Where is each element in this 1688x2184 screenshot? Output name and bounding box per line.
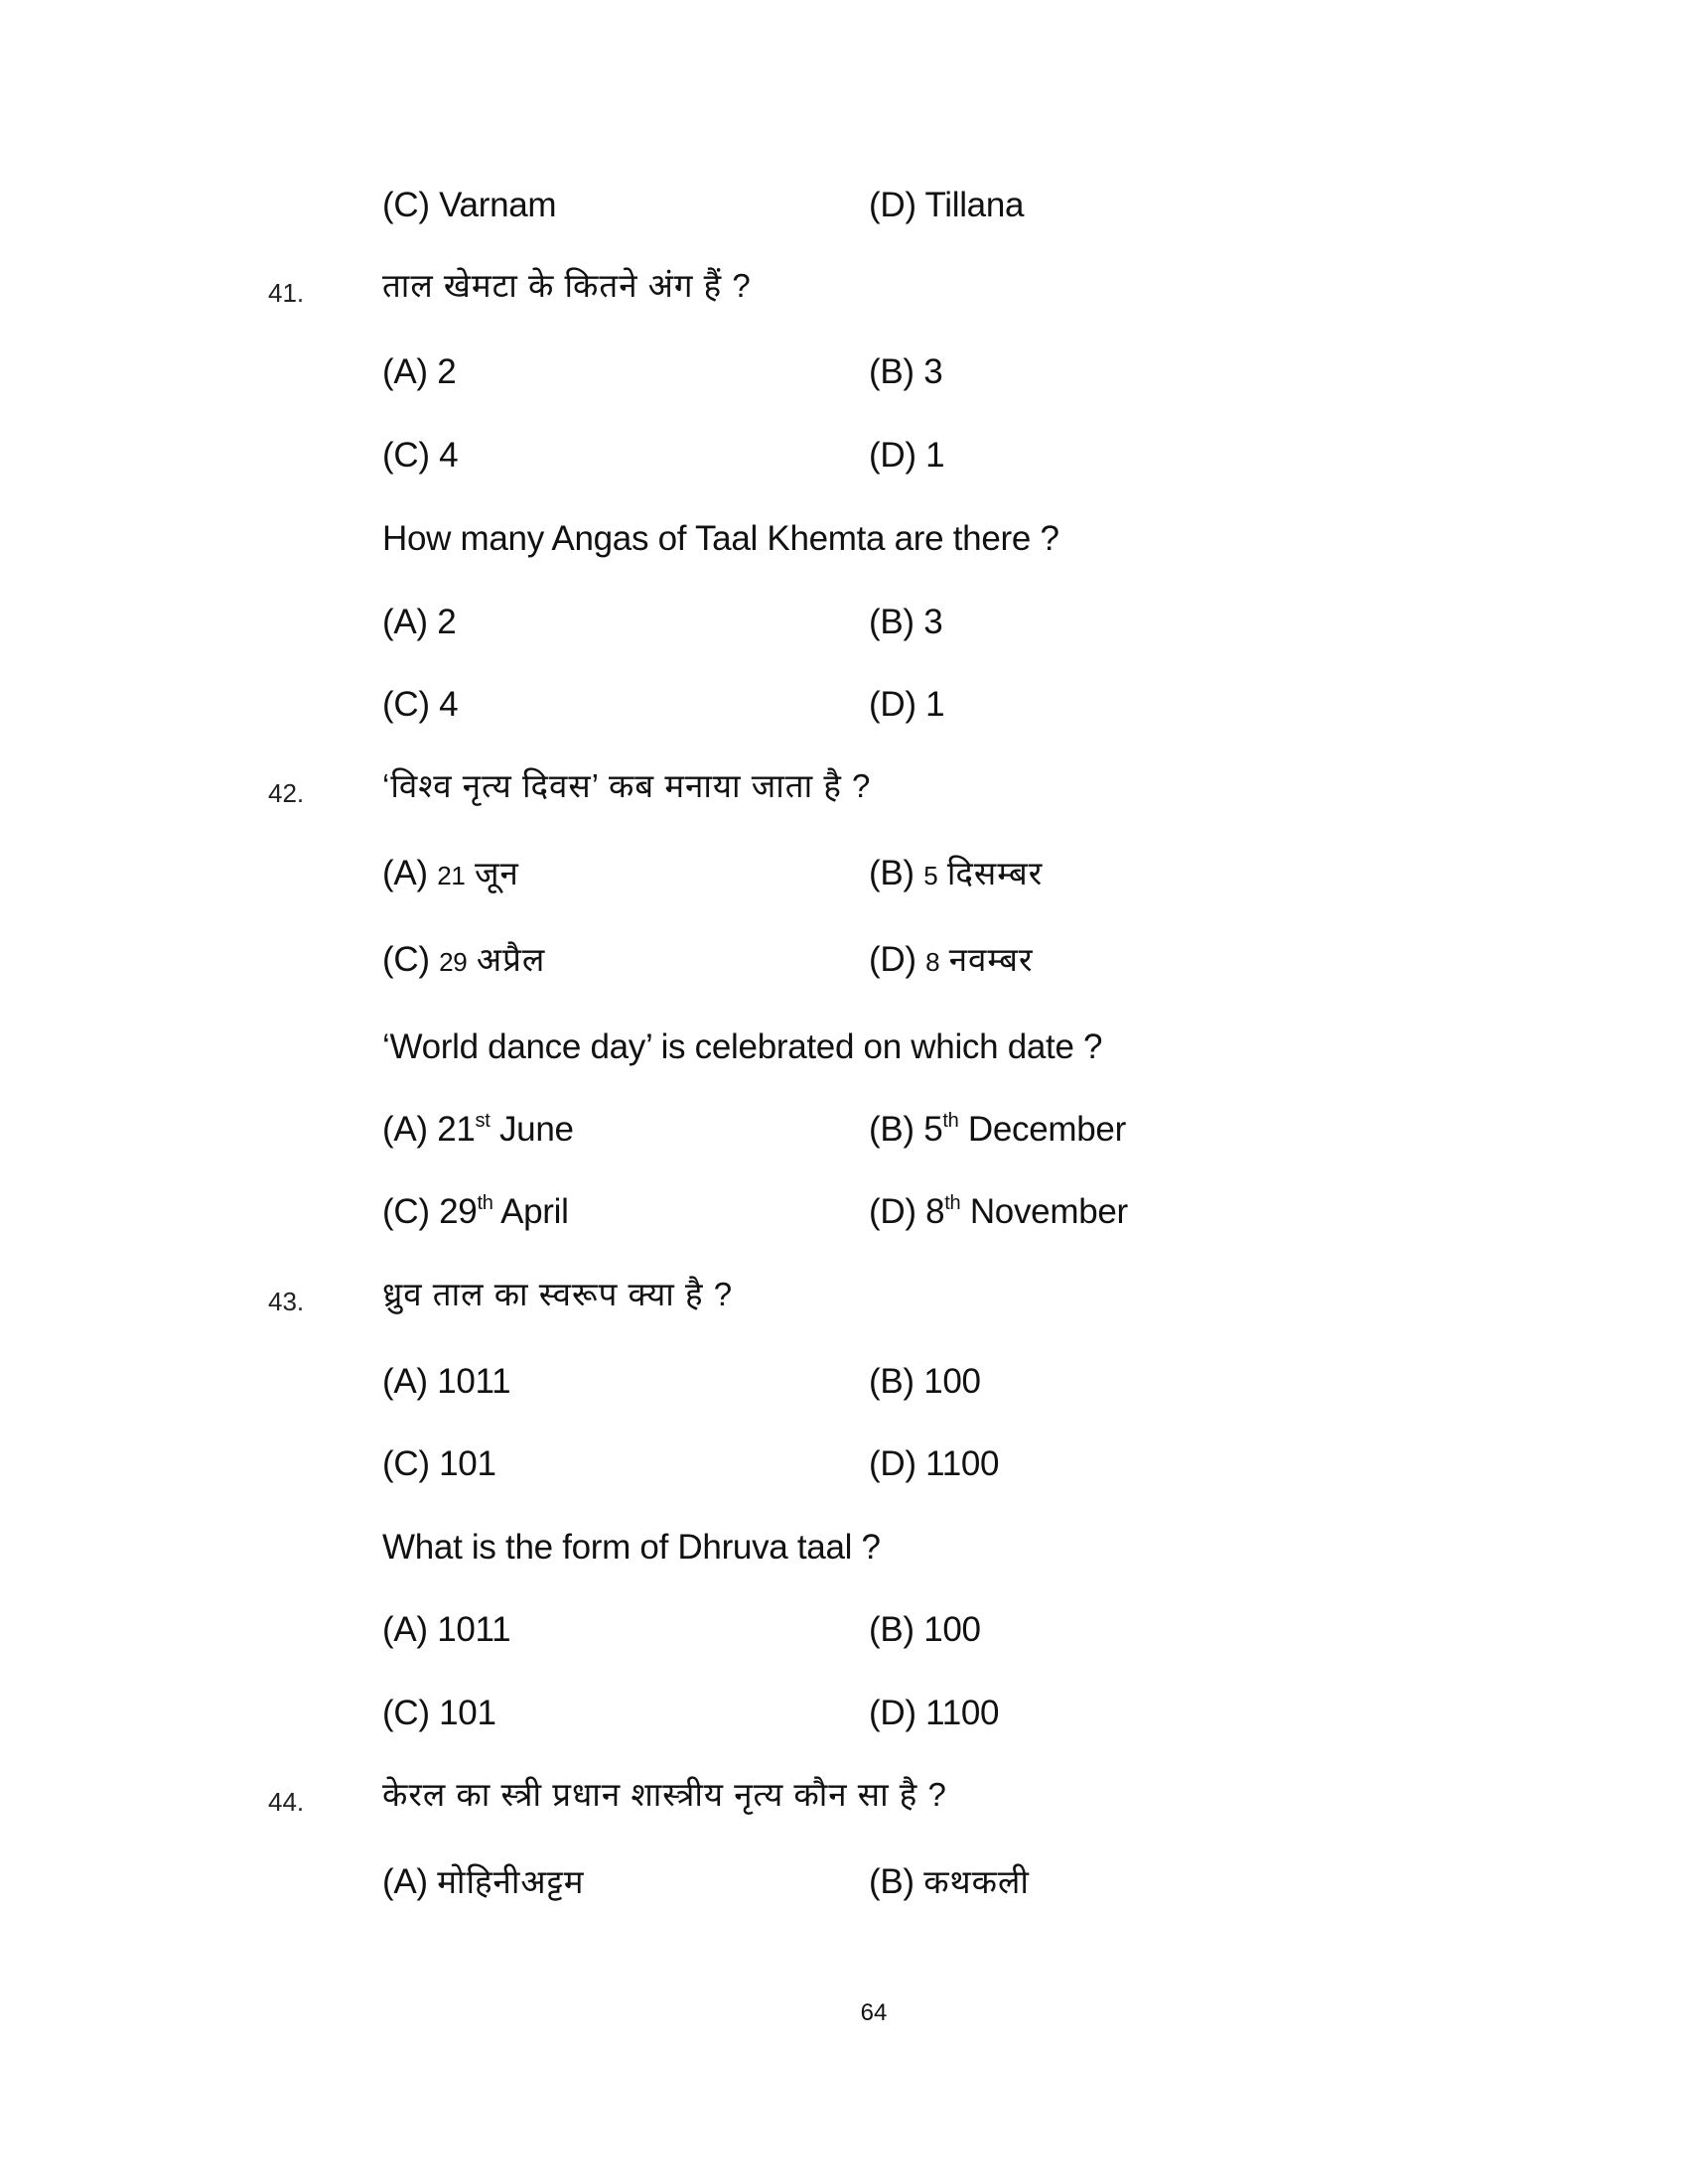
q41-hindi-text: ताल खेमटा के कितने अंग हैं ?	[382, 267, 752, 304]
q41-en-option-d: (D) 1	[869, 685, 945, 724]
q41-hi-option-d: (D) 1	[869, 436, 945, 475]
q43-hindi-text: ध्रुव ताल का स्वरूप क्या है ?	[382, 1276, 734, 1312]
question-number-42: 42.	[268, 778, 305, 808]
q42-en-option-d: (D) 8th November	[869, 1192, 1128, 1231]
q42-english-text: ‘World dance day’ is celebrated on which date ?	[382, 1027, 1103, 1066]
q43-hi-option-d: (D) 1100	[869, 1444, 1000, 1483]
q43-en-option-c: (C) 101	[382, 1694, 496, 1732]
q41-hi-option-b: (B) 3	[869, 352, 943, 391]
question-number-43: 43.	[268, 1287, 305, 1316]
question-number-41: 41.	[268, 278, 305, 308]
q43-english-text: What is the form of Dhruva taal ?	[382, 1528, 881, 1567]
question-number-44: 44.	[268, 1787, 305, 1817]
q40-option-d: (D) Tillana	[869, 186, 1025, 224]
q44-hi-option-a: (A) मोहिनीअट्टम	[382, 1862, 585, 1901]
q42-hindi-text: ‘विश्व नृत्य दिवस’ कब मनाया जाता है ?	[382, 767, 872, 804]
q44-hindi-text: केरल का स्त्री प्रधान शास्त्रीय नृत्य कौन सा है ?	[382, 1776, 947, 1813]
q42-hi-option-c: (C) 29 अप्रैल	[382, 940, 546, 979]
q42-en-option-a: (A) 21st June	[382, 1110, 574, 1149]
q42-en-option-b: (B) 5th December	[869, 1110, 1126, 1149]
q41-hi-option-a: (A) 2	[382, 352, 457, 391]
q41-hi-option-c: (C) 4	[382, 436, 459, 475]
q41-en-option-a: (A) 2	[382, 603, 457, 641]
q42-hi-option-a: (A) 21 जून	[382, 854, 519, 892]
q43-hi-option-b: (B) 100	[869, 1362, 981, 1401]
q44-hi-option-b: (B) कथकली	[869, 1862, 1030, 1901]
q43-hi-option-c: (C) 101	[382, 1444, 496, 1483]
page-number: 64	[860, 1999, 888, 2026]
q42-en-option-c: (C) 29th April	[382, 1192, 569, 1231]
q43-en-option-a: (A) 1011	[382, 1610, 511, 1649]
q43-en-option-b: (B) 100	[869, 1610, 981, 1649]
q43-en-option-d: (D) 1100	[869, 1694, 1000, 1732]
q43-hi-option-a: (A) 1011	[382, 1362, 511, 1401]
q41-english-text: How many Angas of Taal Khemta are there ?	[382, 519, 1059, 558]
q41-en-option-c: (C) 4	[382, 685, 459, 724]
q40-option-c: (C) Varnam	[382, 186, 557, 224]
q42-hi-option-b: (B) 5 दिसम्बर	[869, 854, 1044, 892]
q41-en-option-b: (B) 3	[869, 603, 943, 641]
q42-hi-option-d: (D) 8 नवम्बर	[869, 940, 1034, 979]
